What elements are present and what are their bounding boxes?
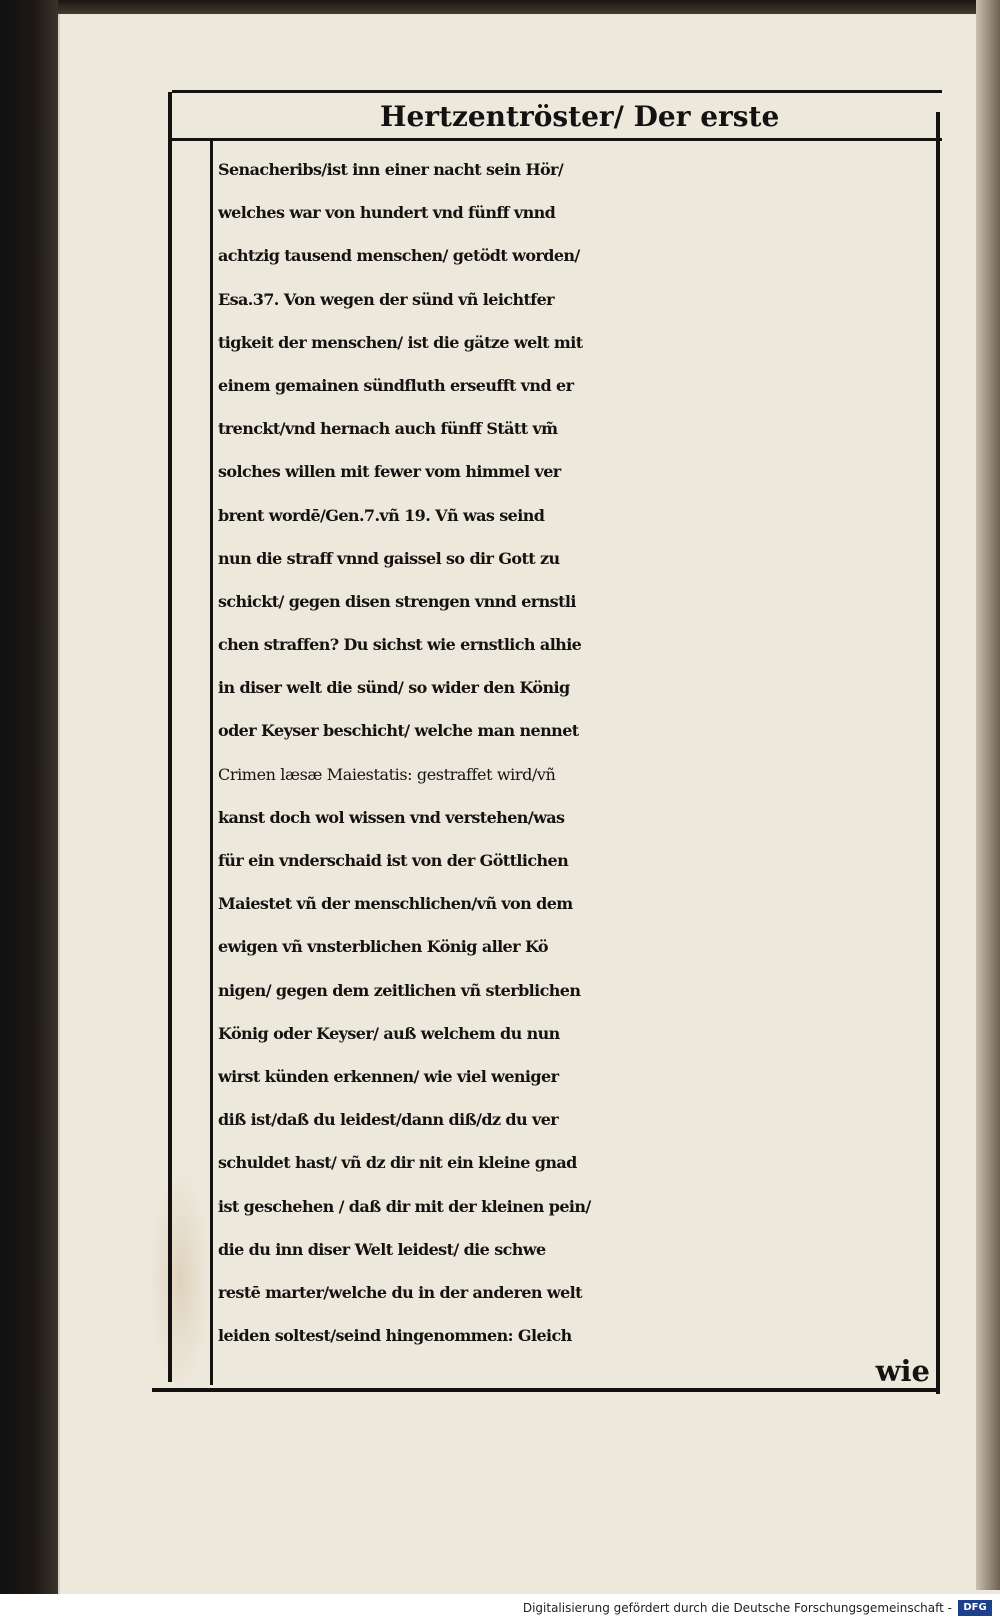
catchword: wie	[875, 1354, 930, 1388]
dfg-logo: DFG	[958, 1600, 992, 1616]
text-line: diß ist/daß du leidest/dann diß/dz du ver	[218, 1110, 559, 1130]
book-binding	[0, 0, 58, 1620]
text-line: solches willen mit fewer vom himmel ver	[218, 462, 561, 482]
text-line: für ein vnderschaid ist von der Göttlichen	[218, 851, 569, 870]
body-text	[218, 148, 928, 1357]
text-line: Maiestet vñ der menschlichen/vñ von dem	[218, 894, 573, 914]
text-line: nigen/ gegen dem zeitlichen vñ sterblichen	[218, 980, 581, 1000]
text-line: in diser welt die sünd/ so wider den König	[218, 678, 570, 698]
text-line: achtzig tausend menschen/ getödt worden/	[218, 246, 580, 266]
text-line: schuldet hast/ vñ dz dir nit ein kleine gnad	[218, 1153, 577, 1173]
text-line: einem gemainen sündfluth erseufft vnd er	[218, 375, 574, 395]
frame-bottom-rule	[152, 1388, 940, 1392]
frame-right-rule	[936, 112, 940, 1394]
text-line: welches war von hundert vnd fünff vnnd	[218, 203, 556, 223]
text-line: die du inn diser Welt leidest/ die schwe	[218, 1239, 546, 1259]
text-line: nun die straff vnnd gaissel so dir Gott zu	[218, 548, 560, 568]
text-line: leiden soltest/seind hingenommen: Gleich	[218, 1326, 572, 1346]
text-line: oder Keyser beschicht/ welche man nennet	[218, 721, 579, 741]
text-line: brent wordē/Gen.7.vñ 19. Vñ was seind	[218, 505, 545, 525]
text-line: restē marter/welche du in der anderen welt	[218, 1282, 582, 1302]
frame-top-rule	[172, 90, 942, 93]
page-right-edge	[976, 0, 1000, 1590]
text-line: kanst doch wol wissen vnd verstehen/was	[218, 807, 565, 827]
text-line: schickt/ gegen disen strengen vnnd ernstli	[218, 591, 576, 611]
frame-left-rule	[168, 92, 172, 1382]
text-line: Senacheribs/ist inn einer nacht sein Hör/	[218, 160, 564, 179]
text-line: chen straffen? Du sichst wie ernstlich alhie	[218, 635, 582, 655]
text-line: Crimen læsæ Maiestatis: gestraffet wird/vñ	[218, 764, 556, 784]
water-stain	[150, 1170, 210, 1390]
text-line: Esa.37. Von wegen der sünd vñ leichtfer	[218, 289, 554, 309]
frame-inner-left-rule	[210, 140, 213, 1385]
text-line: wirst künden erkennen/ wie viel weniger	[218, 1066, 559, 1086]
text-line: trenckt/vnd hernach auch fünff Stätt vm̃	[218, 419, 558, 439]
text-line: König oder Keyser/ auß welchem du nun	[218, 1023, 560, 1043]
text-line: tigkeit der menschen/ ist die gätze welt mit	[218, 332, 583, 352]
running-head: Hertzentröster/ Der erste	[380, 100, 780, 133]
digitization-credit: Digitalisierung gefördert durch die Deutsche Forschungsgemeinschaft -	[522, 1601, 952, 1615]
text-line: ewigen vñ vnsterblichen König aller Kö	[218, 937, 548, 957]
text-line: ist geschehen / daß dir mit der kleinen pein/	[218, 1196, 591, 1216]
